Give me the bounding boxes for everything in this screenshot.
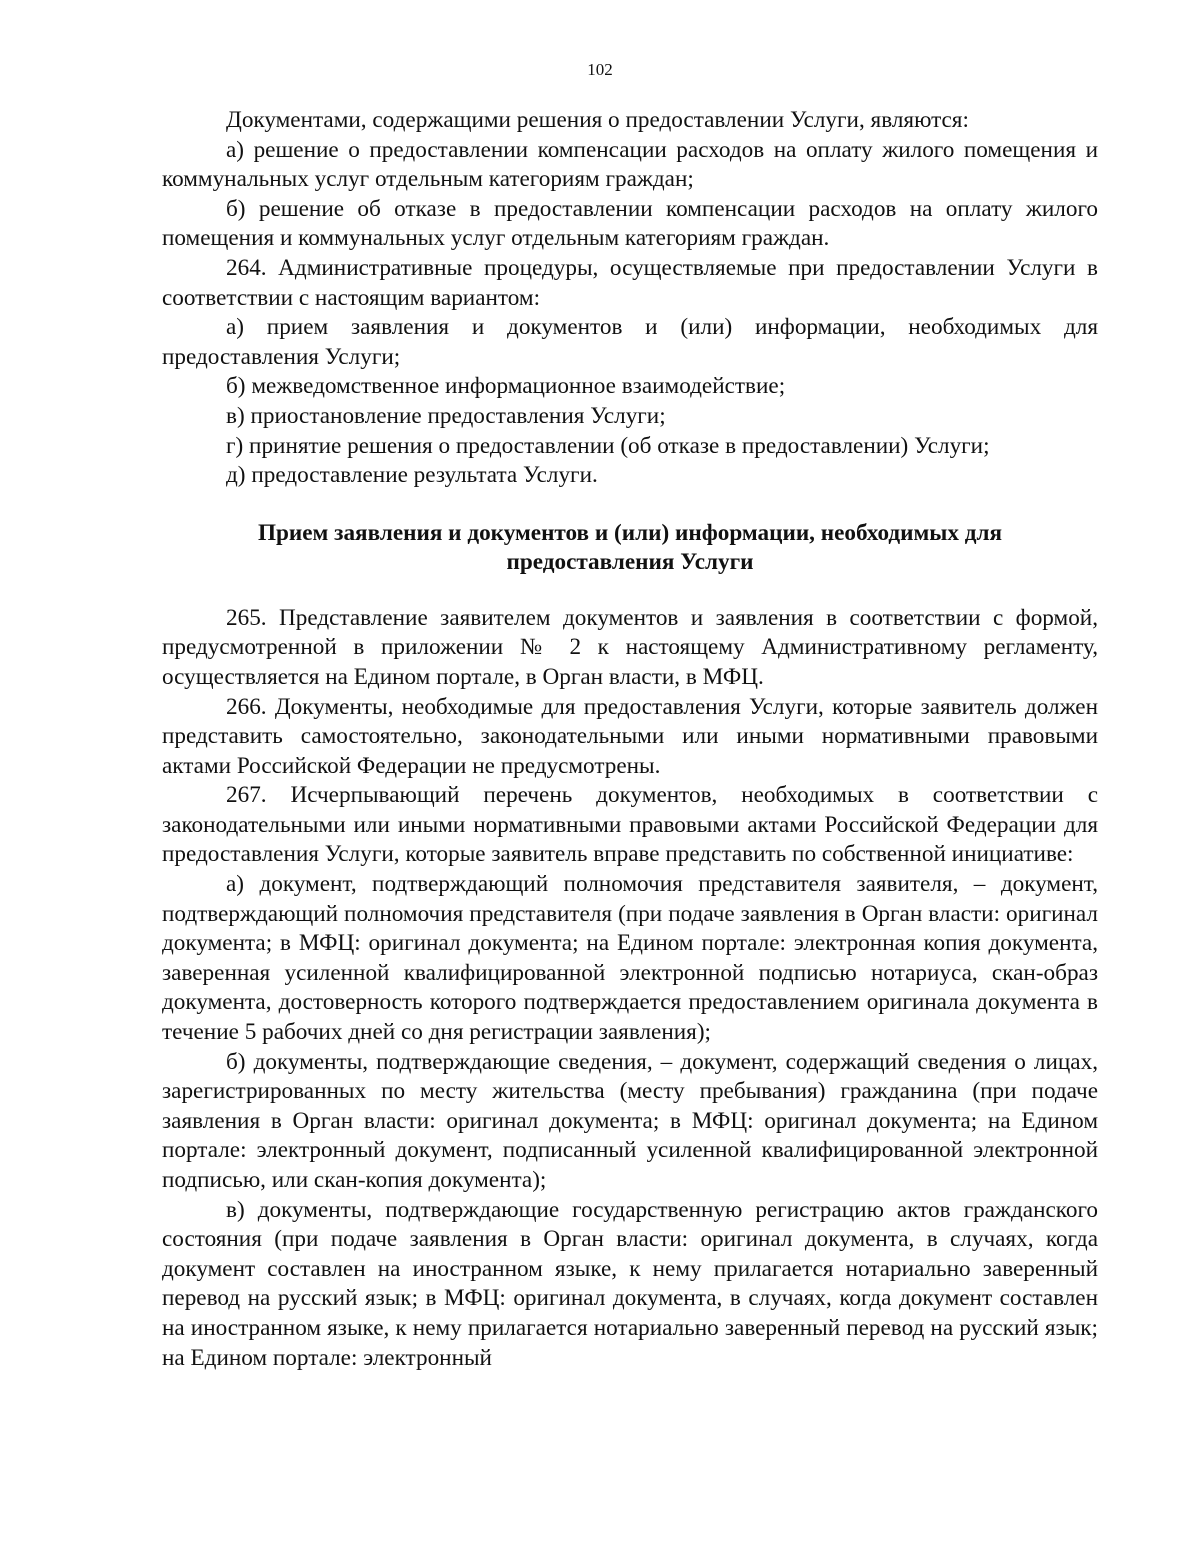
page-number: 102 [587,60,613,79]
section-heading-line2: предоставления Услуги [506,548,754,575]
paragraph-documents-intro: Документами, содержащими решения о предоставлении Услуги, являются: [226,107,969,133]
paragraph-264-d: д) предоставление результата Услуги. [226,462,598,489]
paragraph-267-b: б) документы, подтверждающие сведения, – документ, содержащий сведения о лицах, зарегистрированных по месту жительства (месту пребывания) гражданина (при подаче заявления в Орган власти: оригинал документа; в МФЦ: оригинал документа; на Едином портале: электронный документ, подписанный усиленной квалифицированной электронной подписью, или скан-копия документа); [162,1048,1098,1193]
paragraph-267: 267. Исчерпывающий перечень документов, необходимых в соответствии с законодательными или иными нормативными правовыми актами Российской Федерации для предоставления Услуги, которые заявитель вправе представить по собственной инициативе: [162,782,1098,868]
paragraph-264-b: б) межведомственное информационное взаимодействие; [226,373,786,400]
section-heading-line1: Прием заявления и документов и (или) информации, необходимых для [257,519,1003,546]
paragraph-264-g: г) принятие решения о предоставлении (об отказе в предоставлении) Услуги; [226,432,990,459]
paragraph-item-b-refusal: б) решение об отказе в предоставлении компенсации расходов на оплату жилого помещения и коммунальных услуг отдельным категориям граждан. [162,195,1098,252]
paragraph-265: 265. Представление заявителем документов и заявления в соответствии с формой, предусмотренной в приложении № 2 к настоящему Административному регламенту, осуществляется на Едином портале, в Орган власти, в МФЦ. [162,604,1098,690]
document-body [162,106,1098,1373]
section-heading [162,519,1098,577]
paragraph-item-a-decision: а) решение о предоставлении компенсации расходов на оплату жилого помещения и коммунальных услуг отдельным категориям граждан; [162,136,1098,193]
paragraph-264: 264. Административные процедуры, осуществляемые при предоставлении Услуги в соответствии с настоящим вариантом: [162,254,1098,311]
paragraph-264-a: а) прием заявления и документов и (или) информации, необходимых для предоставления Услуги; [162,314,1098,370]
paragraph-266: 266. Документы, необходимые для предоставления Услуги, которые заявитель должен представить самостоятельно, законодательными или иными нормативными правовыми актами Российской Федерации не предусмотрены. [162,693,1098,779]
paragraph-267-a: а) документ, подтверждающий полномочия представителя заявителя, – документ, подтверждающий полномочия представителя (при подаче заявления в Орган власти: оригинал документа; в МФЦ: оригинал документа; на Едином портале: электронная копия документа, заверенная усиленной квалифицированной электронной подписью нотариуса, скан-образ документа, достоверность которого подтверждается предоставлением оригинала документа в течение 5 рабочих дней со дня регистрации заявления); [162,871,1098,1046]
paragraph-267-v: в) документы, подтверждающие государственную регистрацию актов гражданского состояния (при подаче заявления в Орган власти: оригинал документа, в случаях, когда документ составлен на иностранном языке, к нему прилагается нотариально заверенный перевод на русский язык; в МФЦ: оригинал документа, в случаях, когда документ составлен на иностранном языке, к нему прилагается нотариально заверенный перевод на русский язык; на Едином портале: электронный [162,1196,1098,1371]
paragraph-264-v: в) приостановление предоставления Услуги; [226,402,666,429]
